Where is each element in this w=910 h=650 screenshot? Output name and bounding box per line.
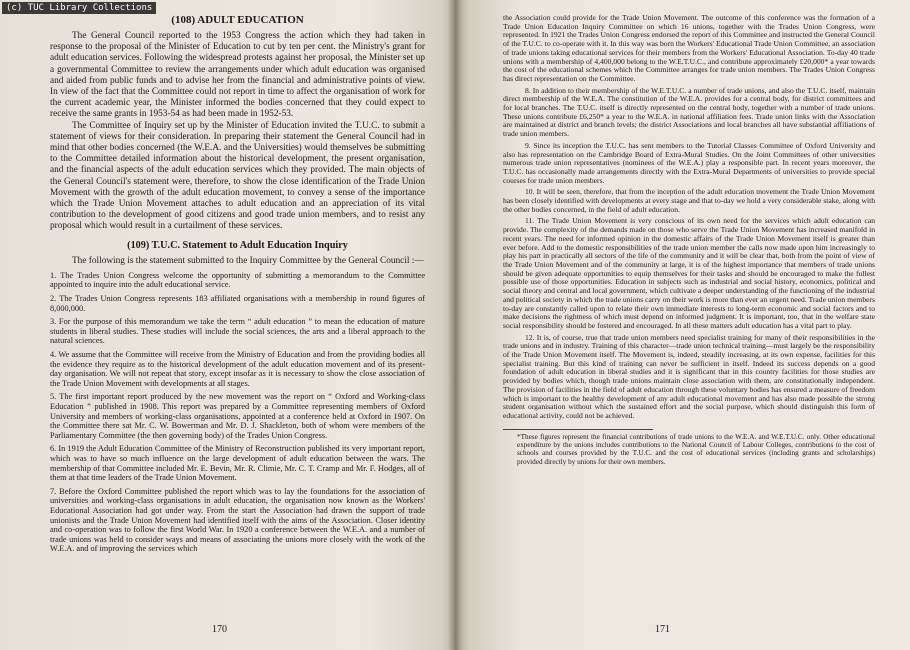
numbered-paragraph-8: 8. In addition to their membership of the W.E.T.U.C. a number of trade unions, and also the T.U.C. itself, maintain direct membership of the W.E.A. The constitution of the W.E.A. provides for a central body, for district committees and for local branches. The T.U.C. itself is directly represented on the central body, together with a number of trade unions. These unions contribute £6,250* a year to the W.E.A. in national affiliation fees. Trade union links with the Association are maintained at district and branch levels; the district Associations and local branches all have substantial affiliations of trade union members.: [503, 85, 875, 139]
right-page-text: [503, 14, 875, 466]
footnote: *These figures represent the financial contributions of trade unions to the W.E.A. and W.E.T.U.C. only. Other educational expenditure by the unions includes contributions to the National Council of Labour Colleges, contributions to the cost of schools and courses provided by the T.U.C. and the cost of educational services (including grants and scholarships) provided directly by unions for their own members.: [517, 432, 875, 466]
numbered-paragraph-2: 2. The Trades Union Congress represents 183 affiliated organisations with a membership in round figures of 8,000,000.: [50, 294, 425, 313]
numbered-paragraph-12: 12. It is, of course, true that trade union members need specialist training for many of their responsibilities in the trade unions and in industry. Training of this character—trade union technical training—must largely be the responsibility of the Trade Union Movement itself. The Movement is, indeed, steadily increasing, at its own expense, facilities for this specialist training. But this kind of training can never be sufficient in itself. Indeed its success depends on a good foundation of adult education in liberal studies and it is significant that in this country facilities for those studies are provided by bodies which, though trade unions maintain close association with them, are constitutionally independent. The provision of facilities in the field of adult education through these voluntary bodies has ensured a measure of freedom which is important to the healthy development of any adult educational movement and has also made possible the strong student organisation without which the sustained effort and the social purpose, which should distinguish this form of educational activity, could not be achieved.: [503, 332, 875, 420]
paragraph: the Association could provide for the Trade Union Movement. The outcome of this conference was the formation of a Trade Union Education Inquiry Committee on which 16 unions, together with the Trades Union Congress, were represented. In 1921 the Trades Union Congress endorsed the report of this Committee and instructed the General Council of the T.U.C. to co-operate with it. In this way was born the Workers' Educational Trade Union Committee, an association of trade unions taking educational services for their members from the Workers' Educational Association. To-day 40 trade unions with a membership of 4,400,000 belong to the W.E.T.U.C., and contribute approximately £20,000* a year towards the cost of the educational schemes which the Committee arranges for trade union members. The Trades Union Congress has direct representation on the Committee.: [503, 13, 875, 83]
book-gutter: [448, 0, 462, 650]
numbered-paragraph-1: 1. The Trades Union Congress welcome the opportunity of submitting a memorandum to the Committee appointed to inquire into the adult educational service.: [50, 270, 425, 290]
numbered-paragraph-7: 7. Before the Oxford Committee published the report which was to lay the foundations for the association of universities and working-class organisations in adult education, the organisation now known as the Workers' Educational Association had got under way. From the start the Association had drawn the support of trade unionists and the Trade Union Movement had identified itself with the aims of the Association. Closer identity and co-operation was to follow the first World War. In 1920 a conference between the W.E.A. and a number of trade unions was held to consider ways and means of associating the unions more closely with the work of the W.E.A. and of improving the services which: [50, 486, 425, 554]
numbered-paragraph-3: 3. For the purpose of this memorandum we take the term “ adult education ” to mean the education of mature students in liberal studies. These studies will include the social sciences, the arts and a liberal approach to the natural sciences.: [50, 317, 425, 346]
right-page: [455, 0, 910, 650]
paragraph: The Committee of Inquiry set up by the Minister of Education invited the T.U.C. to submit a statement of views for their consideration. In preparing their statement the General Council had in mind that other bodies concerned (the W.E.A. and the Universities) would themselves be submitting to the Committee detailed information about the historical development, the present organisation, and the financial aspects of the adult education services which they provided. The main objects of the General Council's statement were, therefore, to show the close identification of the Trade Union Movement with the growth of the adult education movement, to convey a sense of the importance which the Trade Union Movement attaches to adult education and an appreciation of its vital contribution to the development of good citizens and good trade union members, and to resist any proposal which would result in a curtailment of these services.: [50, 120, 425, 232]
numbered-paragraph-10: 10. It will be seen, therefore, that from the inception of the adult education movement the Trade Union Movement has been closely identified with developments at every stage and that to-day we hold a very considerable stake, along with the other bodies concerned, in the field of adult education.: [503, 187, 875, 214]
page-number-left: 170: [212, 624, 227, 635]
paragraph: The General Council reported to the 1953 Congress the action which they had taken in response to the proposal of the Minister of Education to cut by ten per cent. the Ministry's grant for adult education services. Following the widespread protests against her proposal, the Minister set up a governmental Committee to review the arrangements under which adult education was organised and aided from public funds and to advise her from the financial and administrative points of view. In view of the fact that the Committee could not report in time to affect the organisation of work for the current academic year, the Minister informed the bodies concerned that they could expect to receive the same grants in 1953-54 as had been made in 1952-53.: [50, 31, 425, 120]
collection-watermark: (c) TUC Library Collections: [2, 2, 156, 14]
numbered-paragraph-4: 4. We assume that the Committee will receive from the Ministry of Education and from the providing bodies all the evidence they require as to the historical development of the adult education movement and of its present-day organisation. We will not repeat that story, except insofar as it is necessary to show the close association of the Trade Union Movement with developments at all stages.: [50, 350, 425, 388]
left-page-text: [50, 14, 425, 554]
section-heading-adult-education: (108) ADULT EDUCATION: [171, 14, 304, 26]
numbered-paragraph-5: 5. The first important report produced by the new movement was the report on “ Oxford and Working-class Education ” published in 1908. This report was prepared by a Committee representing members of Oxford University and members of working-class organisations, appointed at a conference held at Oxford in 1907. On the Committee there sat Mr. C. W. Bowerman and Mr. D. J. Shackleton, both of whom were members of the Parliamentary Committee (the then governing body) of the Trades Union Congress.: [50, 392, 425, 440]
footnote-rule: [503, 429, 653, 430]
page-number-right: 171: [655, 624, 670, 635]
section-heading-tuc-statement: (109) T.U.C. Statement to Adult Education Inquiry: [127, 239, 348, 251]
numbered-paragraph-9: 9. Since its inception the T.U.C. has sent members to the Tutorial Classes Committee of Oxford University and also has representation on the Cambridge Board of Extra-Mural Studies. On the Joint Committees of other universities numerous trade union representatives (nominees of the W.E.A.) play a responsible part. In recent years moreover, the T.U.C. has occasionally made arrangements directly with the Extra-Mural Departments of universities to provide special courses for trade union members.: [503, 140, 875, 185]
paragraph: The following is the statement submitted to the Inquiry Committee by the General Council :—: [72, 255, 424, 266]
numbered-paragraph-6: 6. In 1919 the Adult Education Committee of the Ministry of Reconstruction published its very important report, which was to have so much influence on the large development of adult education between the wars. The membership of that Committee included Mr. E. Bevin, Mr. R. Climie, Mr. C. T. Cramp and Mr. F. Hodges, all of them at that time leaders of the Trade Union Movement.: [50, 444, 425, 483]
numbered-paragraph-11: 11. The Trade Union Movement is very conscious of its own need for the services which adult education can provide. The complexity of the demands made on those who serve the Trade Union Movement has increased manifold in recent years. The need for informed opinion in the domestic affairs of the Trade Union Movement itself is greater than ever before. Add to the domestic responsibilities of the trade union member the calls now made upon him increasingly to play his part in practically all sectors of the life of the community and it will be clear that, both from the point of view of the Trade Union Movement and of the community at large, it is of the highest importance that members of trade unions should be given adequate opportunities to equip themselves for their tasks and should be encouraged to make the fullest possible use of those opportunities. Education in subjects such as industrial and social history, economics, political and social theory and central and local government, which cultivate a deeper understanding of the functioning of the industrial and political society in which the trade unions carry on their work is more than ever an urgent need. Trade union members to-day are constantly called upon to relate their own immediate interests to long-term economic and social factors and to make decisions the rightness of which must depend on informed judgment. It is important, too, that in the welfare state social responsibility should be fostered and encouraged. In all these matters adult education has a vital part to play.: [503, 216, 875, 330]
